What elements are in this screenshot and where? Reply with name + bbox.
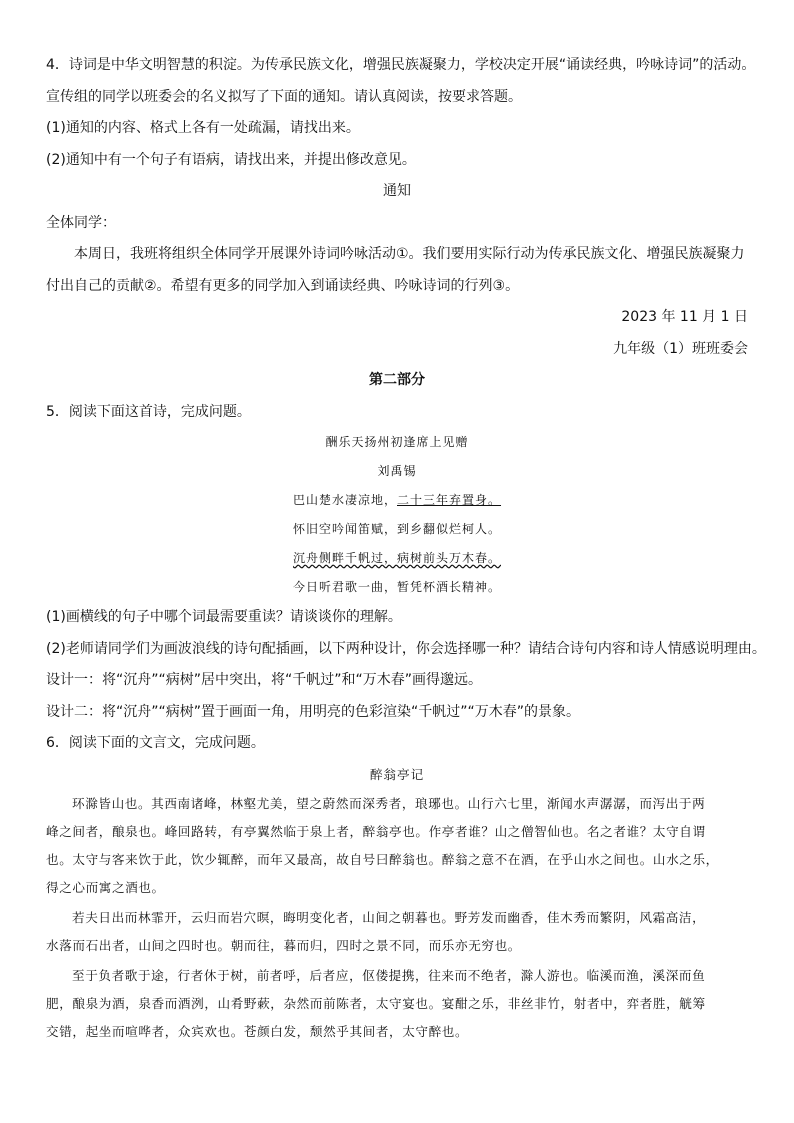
q5-sub-question-1: (1)画横线的句子中哪个词最需要重读？请谈谈你的理解。: [46, 609, 402, 625]
essay-paragraph-2: [46, 904, 748, 960]
poem-line-1-underlined: 二十三年弃置身。: [397, 493, 502, 507]
essay-p1-line: 峰之间者，酿泉也。峰回路转，有亭翼然临于泉上者，醉翁亭也。作亭者谁？山之僧智仙也。名之者谁？太守自谓: [46, 823, 706, 839]
essay-p3-line: 至于负者歌于途，行者休于树，前者呼，后者应，伛偻提携，往来而不绝者，滁人游也。临溪而渔，溪深而鱼: [72, 967, 706, 983]
q6-intro: 6．阅读下面的文言文，完成问题。: [46, 735, 265, 751]
q5-sub-question-2: (2)老师请同学们为画波浪线的诗句配插画，以下两种设计，你会选择哪一种？请结合诗句内容和诗人情感说明理由。: [46, 640, 766, 657]
poem-line-1-first-half: 巴山楚水凄凉地，: [292, 493, 397, 507]
essay-p2-line: 水落而石出者，山间之四时也。朝而往，暮而归，四时之景不同，而乐亦无穷也。: [46, 937, 521, 953]
notice-salutation: 全体同学：: [46, 214, 116, 231]
essay-title: 醉翁亭记: [369, 766, 425, 782]
q4-intro-line-1: 4．诗词是中华文明智慧的积淀。为传承民族文化，增强民族凝聚力，学校决定开展“诵读经典，吟咏诗词”的活动。: [46, 57, 756, 73]
essay-p2-line: 若夫日出而林霏开，云归而岩穴暝，晦明变化者，山间之朝暮也。野芳发而幽香，佳木秀而繁阴，风霜高洁，: [72, 909, 706, 925]
poem-line-2: 怀旧空吟闻笛赋，到乡翻似烂柯人。: [292, 522, 501, 536]
essay-paragraph-3: [46, 962, 748, 1046]
poem-line-1: [46, 486, 748, 515]
essay-p1-line: 环滁皆山也。其西南诸峰，林壑尤美，望之蔚然而深秀者，琅琊也。山行六七里，渐闻水声潺潺，而泻出于两: [72, 795, 706, 811]
essay-paragraph-1: [46, 790, 748, 902]
notice-date: 2023 年 11 月 1 日: [621, 309, 748, 325]
notice-signer: 九年级（1）班班委会: [613, 340, 748, 357]
q4-sub-question-2: (2)通知中有一个句子有语病，请找出来，并提出修改意见。: [46, 151, 416, 168]
notice-body-line-2: 付出自己的贡献②。希望有更多的同学加入到诵读经典、吟咏诗词的行列③。: [46, 277, 520, 294]
poem-author: 刘禹锡: [377, 464, 417, 478]
exam-page: [46, 50, 766, 1046]
question-6: [46, 728, 748, 1046]
essay-p1-line: 也。太守与客来饮于此，饮少辄醉，而年又最高，故自号曰醉翁也。醉翁之意不在酒，在乎山水之间也。山水之乐，: [46, 851, 719, 867]
q4-intro-line-2: 宣传组的同学以班委会的名义拟写了下面的通知。请认真阅读，按要求答题。: [46, 88, 522, 105]
poem-title: 酬乐天扬州初逢席上见赠: [325, 435, 469, 449]
q5-intro: 5．阅读下面这首诗，完成问题。: [46, 403, 251, 420]
essay-p1-line: 得之心而寓之酒也。: [46, 879, 165, 895]
essay-body: [46, 790, 748, 1046]
q4-sub-question-1: (1)通知的内容、格式上各有一处疏漏，请找出来。: [46, 120, 360, 136]
question-5: [46, 397, 766, 729]
poem-line-3-wavy: 沉舟侧畔千帆过，病树前头万木春。: [292, 551, 501, 565]
notice-title: 通知: [383, 183, 411, 199]
poem-line-4: 今日听君歌一曲，暂凭杯酒长精神。: [292, 580, 501, 594]
notice-body-line-1: 本周日，我班将组织全体同学开展课外诗词吟咏活动①。我们要用实际行动为传承民族文化、增强民族凝聚力: [74, 246, 745, 262]
question-4: [46, 50, 756, 365]
essay-p3-line: 交错，起坐而喧哗者，众宾欢也。苍颜白发，颓然乎其间者，太守醉也。: [46, 1023, 469, 1039]
poem-line-3: [46, 544, 748, 573]
essay-p3-line: 肥，酿泉为酒，泉香而酒洌，山肴野蔌，杂然而前陈者，太守宴也。宴酣之乐，非丝非竹，射者中，弈者胜，觥筹: [46, 995, 706, 1011]
q5-design-1: 设计一：将“沉舟”“病树”居中突出，将“千帆过”和“万木春”画得邈远。: [46, 672, 483, 688]
part-2-heading: 第二部分: [369, 372, 425, 388]
q5-design-2: 设计二：将“沉舟”“病树”置于画面一角，用明亮的色彩渲染“千帆过”“万木春”的景象。: [46, 703, 581, 720]
